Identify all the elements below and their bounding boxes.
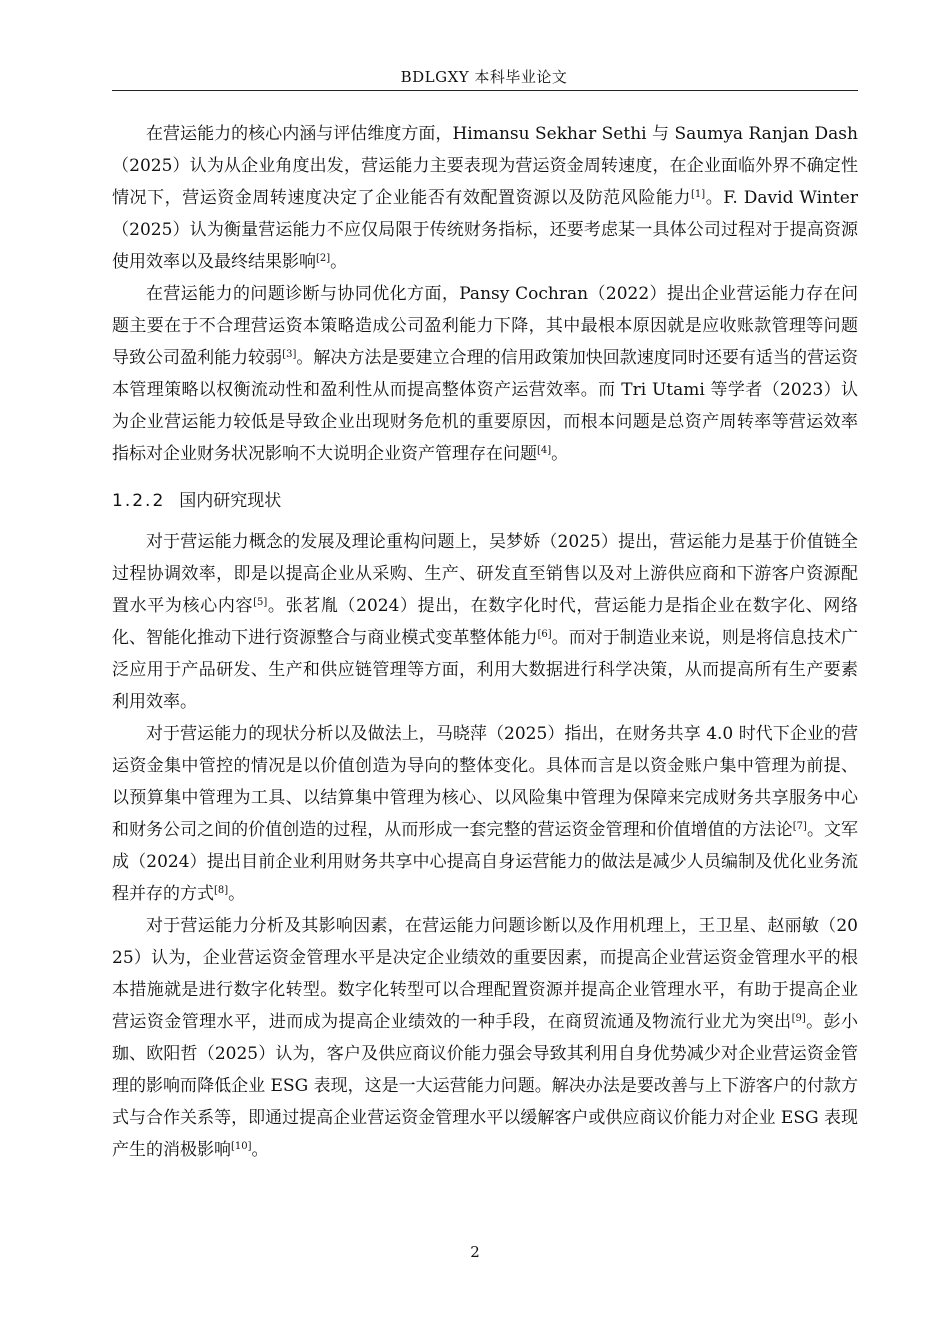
paragraph-text: 对于营运能力概念的发展及理论重构问题上，吴梦娇（2025）提出，营运能力是基于价值链全过程协调效率，即是以提高企业从采购、生产、研发直至销售以及对上游供应商和下游客户资源配置水平为核心内容 [112, 532, 858, 616]
page-body [112, 118, 858, 1166]
section-title: 国内研究现状 [179, 491, 282, 511]
citation-ref: [10] [231, 1141, 252, 1152]
paragraph-text: 。文军成（2024）提出目前企业利用财务共享中心提高自身运营能力的做法是减少人员编制及优化业务流程并存的方式 [112, 820, 859, 904]
paragraph-text: 。 [330, 252, 348, 272]
page-number: 2 [470, 1243, 480, 1261]
paragraph-text: 。彭小珈、欧阳哲（2025）认为，客户及供应商议价能力强会导致其利用自身优势减少对企业营运资金管理的影响而降低企业 ESG 表现，这是一大运营能力问题。解决办法是要改善与上下游客户的付款方式与合作关系等，即通过提高企业营运资金管理水平以缓解客户或供应商议价能力对企业 ESG 表现产生的消极影响 [112, 1012, 859, 1160]
paragraph-text: 。而对于制造业来说，则是将信息技术广泛应用于产品研发、生产和供应链管理等方面，利用大数据进行科学决策，从而提高所有生产要素利用效率。 [112, 628, 859, 712]
paragraph-text: 。 [551, 444, 569, 464]
citation-ref: [7] [792, 821, 807, 832]
citation-ref: [9] [791, 1013, 806, 1024]
citation-ref: [8] [214, 885, 229, 896]
paragraph-text: 。F. David Winter（2025）认为衡量营运能力不应仅局限于传统财务指标，还要考虑某一具体公司过程对于提高资源使用效率以及最终结果影响 [112, 188, 858, 272]
paragraph-text: 。张茗胤（2024）提出，在数字化时代，营运能力是指企业在数字化、网络化、智能化推动下进行资源整合与商业模式变革整体能力 [112, 596, 859, 648]
paragraph-text: 。 [251, 1140, 269, 1160]
body-paragraph [112, 118, 858, 278]
citation-ref: [6] [537, 629, 552, 640]
citation-ref: [1] [691, 189, 706, 200]
body-paragraph [112, 718, 858, 910]
paragraph-text: 。 [228, 884, 246, 904]
body-paragraph [112, 910, 858, 1166]
section-number: 1.2.2 [112, 491, 166, 511]
citation-ref: [2] [316, 253, 331, 264]
paragraph-text: 对于营运能力分析及其影响因素，在营运能力问题诊断以及作用机理上，王卫星、赵丽敏（2025）认为，企业营运资金管理水平是决定企业绩效的重要因素，而提高企业营运资金管理水平的根本措施就是进行数字化转型。数字化转型可以合理配置资源并提高企业管理水平，有助于提高企业营运资金管理水平，进而成为提高企业绩效的一种手段，在商贸流通及物流行业尤为突出 [112, 916, 858, 1032]
body-paragraph [112, 278, 858, 470]
header-rule [112, 90, 858, 91]
citation-ref: [4] [537, 445, 552, 456]
paragraph-text: 在营运能力的核心内涵与评估维度方面，Himansu Sekhar Sethi 与 Saumya Ranjan Dash（2025）认为从企业角度出发，营运能力主要表现为营运资金周转速度，在企业面临外界不确定性情况下，营运资金周转速度决定了企业能否有效配置资源以及防范风险能力 [112, 124, 858, 208]
page-header: BDLGXY 本科毕业论文 [400, 68, 568, 86]
body-paragraph [112, 526, 858, 718]
section-heading [112, 486, 858, 516]
citation-ref: [5] [253, 597, 268, 608]
paragraph-text: 。解决方法是要建立合理的信用政策加快回款速度同时还要有适当的营运资本管理策略以权衡流动性和盈利性从而提高整体资产运营效率。而 Tri Utami 等学者（2023）认为企业营运能力较低是导致企业出现财务危机的重要原因，而根本问题是总资产周转率等营运效率指标对企业财务状况影响不大说明企业资产管理存在问题 [112, 348, 859, 464]
paragraph-text: 对于营运能力的现状分析以及做法上，马晓萍（2025）指出，在财务共享 4.0 时代下企业的营运资金集中管控的情况是以价值创造为导向的整体变化。具体而言是以资金账户集中管理为前提、以预算集中管理为工具、以结算集中管理为核心、以风险集中管理为保障来完成财务共享服务中心和财务公司之间的价值创造的过程，从而形成一套完整的营运资金管理和价值增值的方法论 [112, 724, 858, 840]
paragraph-text: 在营运能力的问题诊断与协同优化方面，Pansy Cochran（2022）提出企业营运能力存在问题主要在于不合理营运资本策略造成公司盈利能力下降，其中最根本原因就是应收账款管理等问题导致公司盈利能力较弱 [112, 284, 858, 368]
citation-ref: [3] [282, 349, 297, 360]
